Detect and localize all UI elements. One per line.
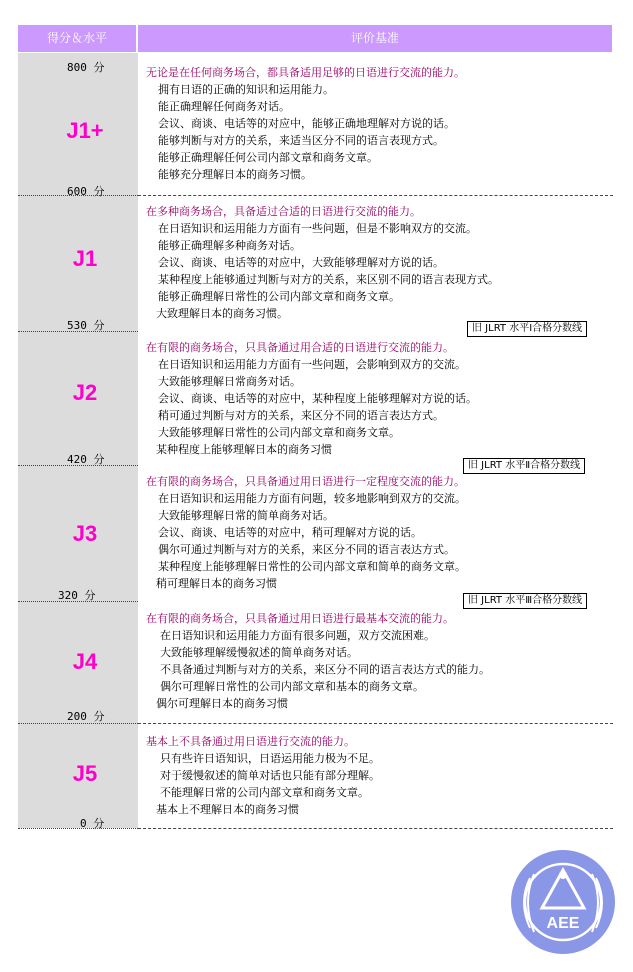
criteria-line: 某种程度上能够理解日常性的公司内部文章和简单的商务文章。	[158, 560, 466, 573]
level-j1plus: J1+	[66, 118, 104, 143]
section-j1plus	[146, 64, 612, 183]
criteria-line: 对于缓慢叙述的简单对话也只能有部分理解。	[160, 769, 380, 782]
section-lead: 在多种商务场合，具备适过合适的日语进行交流的能力。	[146, 205, 421, 218]
criteria-line: 大致能够理解缓慢叙述的简单商务对话。	[160, 646, 358, 659]
criteria-line: 基本上不理解日本的商务习惯	[156, 803, 299, 816]
section-lead: 在有限的商务场合，只具备通过用合适的日语进行交流的能力。	[146, 341, 454, 354]
level-j3: J3	[72, 521, 98, 546]
aee-logo-icon	[508, 848, 618, 956]
criteria-line: 稍可理解日本的商务习惯	[156, 577, 277, 590]
criteria-line: 能够正确理解多种商务对话。	[158, 239, 301, 252]
criteria-line: 在日语知识和运用能力方面有问题，较多地影响到双方的交流。	[158, 492, 466, 505]
criteria-line: 某种程度上能够理解日本的商务习惯	[156, 443, 332, 456]
criteria-line: 能够充分理解日本的商务习惯。	[158, 168, 312, 181]
criteria-line: 会议、商谈、电话等的对应中，能够正确地理解对方说的话。	[158, 117, 455, 130]
level-j2: J2	[72, 380, 98, 405]
level-j5: J5	[72, 761, 98, 786]
criteria-line: 某种程度上能够通过判断与对方的关系，来区别不同的语言表现方式。	[158, 273, 499, 286]
criteria-line: 大致理解日本的商务习惯。	[156, 307, 288, 320]
criteria-line: 能够正确理解任何公司内部文章和商务文章。	[158, 151, 378, 164]
jlrt-level1-badge: 旧 JLRT 水平Ⅰ合格分数线	[467, 321, 587, 337]
level-j4: J4	[72, 649, 98, 674]
section-j4	[146, 610, 612, 712]
criteria-line: 偶尔可通过判断与对方的关系，来区分不同的语言表达方式。	[158, 543, 455, 556]
section-lead: 基本上不具备通过用日语进行交流的能力。	[146, 735, 355, 748]
criteria-line: 大致能够理解日常的简单商务对话。	[158, 509, 334, 522]
criteria-line: 不具备通过判断与对方的关系，来区分不同的语言表达方式的能力。	[160, 663, 490, 676]
criteria-line: 大致能够理解日常商务对话。	[158, 375, 301, 388]
criteria-line: 能够判断与对方的关系，来适当区分不同的语言表现方式。	[158, 134, 444, 147]
jlrt-level3-badge: 旧 JLRT 水平Ⅲ合格分数线	[463, 593, 587, 609]
score-320: 320 分	[58, 589, 96, 602]
criteria-line: 偶尔可理解日本的商务习惯	[156, 697, 288, 710]
score-600: 600 分	[67, 185, 105, 198]
section-j1	[146, 203, 612, 322]
logo-text: AEE	[546, 915, 580, 932]
section-j2	[146, 339, 612, 458]
criteria-line: 拥有日语的正确的知识和运用能力。	[158, 83, 334, 96]
criteria-line: 会议、商谈、电话等的对应中，某种程度上能够理解对方说的话。	[158, 392, 477, 405]
score-420: 420 分	[67, 453, 105, 466]
section-lead: 无论是在任何商务场合，都具备适用足够的日语进行交流的能力。	[146, 66, 465, 79]
criteria-line: 不能理解日常的公司内部文章和商务文章。	[160, 786, 369, 799]
criteria-line: 在日语知识和运用能力方面有一些问题，会影响到双方的交流。	[158, 358, 466, 371]
section-lead: 在有限的商务场合，只具备通过用日语进行最基本交流的能力。	[146, 612, 454, 625]
score-200: 200 分	[67, 710, 105, 723]
criteria-line: 会议、商谈、电话等的对应中，稍可理解对方说的话。	[158, 526, 422, 539]
criteria-line: 大致能够理解日常性的公司内部文章和商务文章。	[158, 426, 400, 439]
section-lead: 在有限的商务场合，只具备通过用日语进行一定程度交流的能力。	[146, 475, 465, 488]
criteria-line: 只有些许日语知识，日语运用能力极为不足。	[160, 752, 380, 765]
section-j3	[146, 473, 612, 592]
header-score-level: 得分＆水平	[18, 25, 138, 52]
criteria-line: 会议、商谈、电话等的对应中，大致能够理解对方说的话。	[158, 256, 444, 269]
criteria-line: 能正确理解任何商务对话。	[158, 100, 290, 113]
criteria-line: 在日语知识和运用能力方面有一些问题，但是不影响双方的交流。	[158, 222, 477, 235]
jlrt-level2-badge: 旧 JLRT 水平Ⅱ合格分数线	[463, 458, 585, 474]
score-800: 800 分	[67, 61, 105, 74]
criteria-line: 在日语知识和运用能力方面有很多问题，双方交流困难。	[160, 629, 435, 642]
criteria-line: 偶尔可理解日常性的公司内部文章和基本的商务文章。	[160, 680, 424, 693]
section-j5	[146, 733, 612, 818]
score-530: 530 分	[67, 319, 105, 332]
level-j1: J1	[72, 246, 98, 271]
header-criteria: 评价基准	[138, 25, 612, 52]
score-0: 0 分	[80, 817, 105, 830]
criteria-line: 稍可通过判断与对方的关系，来区分不同的语言表达方式。	[158, 409, 444, 422]
criteria-line: 能够正确理解日常性的公司内部文章和商务文章。	[158, 290, 400, 303]
